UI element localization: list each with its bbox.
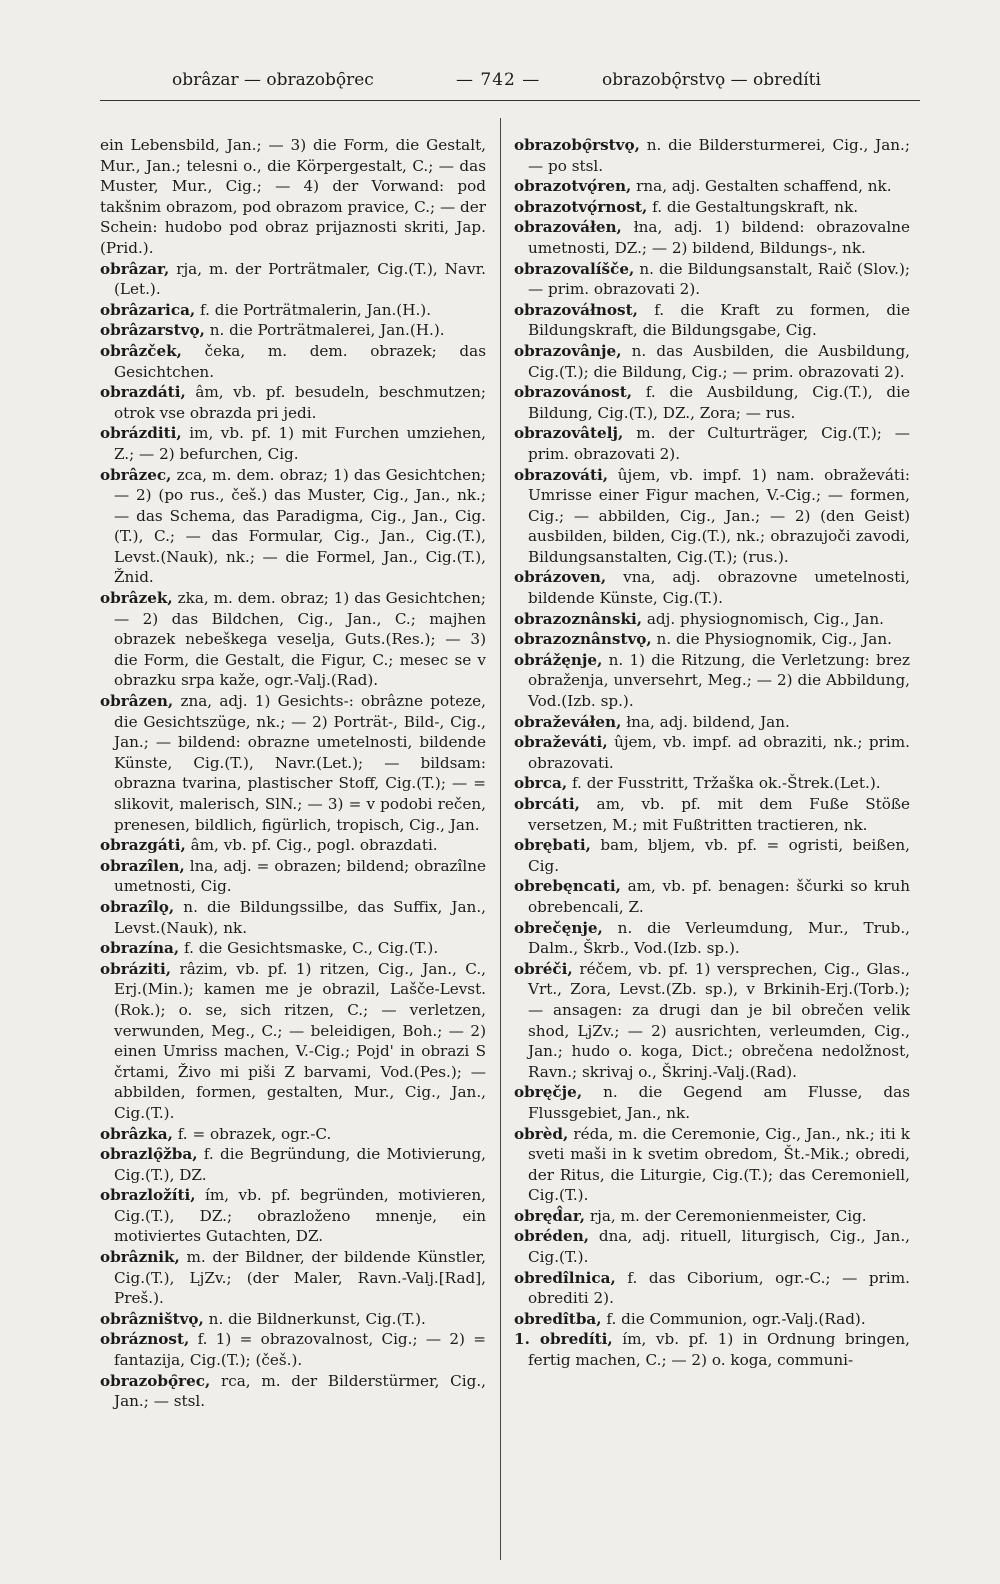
entry-headword: obrazoznânski, [514,609,643,628]
entry-headword: obrèd, [514,1124,569,1143]
entry-headword: obréden, [514,1227,590,1246]
entry-headword: obrazováti, [514,465,609,484]
dictionary-entry [514,876,910,917]
entry-definition: f. die Kraft zu formen, die Bildungskraft, die Bildungsgabe, Cig. [528,300,910,340]
entry-headword: obrazovánost, [514,383,633,402]
dictionary-entry [514,1226,910,1267]
dictionary-entry [514,1124,910,1206]
entry-headword: obrâzarica, [100,300,196,319]
entry-headword: obrazîlen, [100,856,185,875]
entry-definition: ím, vb. pf. 1) in Ordnung bringen, fertig machen, C.; — 2) o. koga, communi- [528,1330,911,1370]
dictionary-entry [100,1309,486,1330]
entry-headword: obrâzništvǫ, [100,1309,204,1328]
dictionary-entry [514,465,910,568]
entry-definition: rca, m. der Bilderstürmer, Cig., Jan.; — stsl. [114,1371,487,1411]
right-column [514,135,910,1371]
entry-definition: m. der Bildner, der bildende Künstler, Cig.(T.), LjZv.; (der Maler, Ravn.-Valj.[Rad], Preš.). [114,1248,486,1308]
entry-headword: obrazobǫ̑rstvǫ, [514,136,640,154]
entry-headword: obrâzar, [100,259,170,278]
dictionary-entry [100,423,486,464]
entry-headword: obredîtba, [514,1309,602,1328]
entry-headword: obrečęnje, [514,918,603,937]
entry-definition: f. das Ciborium, ogr.-C.; — prim. obrediti 2). [528,1268,910,1308]
entry-definition: f. die Porträtmalerin, Jan.(H.). [200,300,432,319]
dictionary-entry [514,712,910,733]
dictionary-entry [100,320,486,341]
dictionary-entry [514,176,910,197]
entry-headword: obrazotvǫ́ren, [514,177,632,196]
entry-definition: im, vb. pf. 1) mit Furchen umziehen, Z.; — 2) befurchen, Cig. [114,424,486,463]
dictionary-entry [100,382,486,423]
entry-definition: n. die Gegend am Flusse, das Flussgebiet, Jan., nk. [528,1083,910,1122]
entry-headword: obrazotvǫ́rnost, [514,197,648,216]
dictionary-entry [100,465,486,589]
dictionary-entry [514,217,910,258]
dictionary-entry [514,341,910,382]
dictionary-entry [100,835,486,856]
page-number: — 742 — [456,70,541,90]
dictionary-entry [514,197,910,218]
entry-headword: obrazovânje, [514,341,622,360]
dictionary-entry [100,300,486,321]
entry-definition: n. das Ausbilden, die Ausbildung, Cig.(T.); die Bildung, Cig.; — prim. obrazovati 2). [528,341,911,381]
entry-headword: obrazložíti, [100,1186,196,1205]
dictionary-entry [514,382,910,423]
entry-headword: obrazovalíšče, [514,259,635,278]
entry-headword: obrâzek, [100,589,173,608]
entry-headword: obrazovâtelj, [514,424,624,443]
entry-definition: łna, adj. 1) bildend: obrazovalne umetnosti, DZ.; — 2) bildend, Bildungs-, nk. [528,218,910,257]
entry-definition: râzim, vb. pf. 1) ritzen, Cig., Jan., C., Erj.(Min.); kamen me je obrazil, Lašče-Levst.(Rok.); o. se, sich ritzen, C.; — verletzen, verwunden, Meg., C.; — beleidigen, Boh.; — 2) einen Umriss machen, V.-Cig.; Pojd' in obrazi S črtami, Živo mi piši Z barvami, Vod.(Pes.); — abbilden, formen, gestalten, Mur., Cig., Jan., Cig.(T.). [114,959,486,1122]
entry-definition: vna, adj. obrazovne umetelnosti, bildende Künste, Cig.(T.). [528,568,911,608]
entry-definition: réda, m. die Ceremonie, Cig., Jan., nk.; iti k sveti maši in k svetim obredom, Št.-Mik.; obredi, der Ritus, die Liturgie, Cig.(T.); das Ceremoniell, Cig.(T.). [528,1124,911,1205]
entry-headword: obrazováłen, [514,218,622,237]
entry-headword: obráziti, [100,959,172,978]
dictionary-entry [514,135,910,176]
dictionary-entry [514,918,910,959]
entry-definition: łna, adj. bildend, Jan. [626,712,790,731]
entry-definition: ein Lebensbild, Jan.; — 3) die Form, die Gestalt, Mur., Jan.; telesni o., die Körpergestalt, C.; — das Muster, Mur., Cig.; — 4) der Vorwand: pod takšnim obrazom, pod obrazom pravice, C.; — der Schein: hudobo pod obraz prijaznosti skriti, Jap.(Prid.). [100,136,486,257]
entry-definition: âm, vb. pf. Cig., pogl. obrazdati. [190,836,438,855]
column-divider [500,118,501,1560]
dictionary-entry [514,1206,910,1227]
entry-headword: obrâzka, [100,1124,173,1143]
entry-definition: f. = obrazek, ogr.-C. [177,1124,332,1143]
entry-definition: f. die Ausbildung, Cig.(T.), die Bildung, Cig.(T.), DZ., Zora; — rus. [528,383,910,422]
entry-definition: réčem, vb. pf. 1) versprechen, Cig., Glas., Vrt., Zora, Levst.(Zb. sp.), v Brkinih-Erj.(Torb.); — ansagen: za drugi dan je bil obrečen velik shod, LjZv.; — 2) ausrichten, verleumden, Cig., Jan.; hudo o. koga, Dict.; obrečena nedolžnost, Ravn.; skrivaj o., Škrinj.-Valj.(Rad). [528,959,911,1081]
dictionary-entry [100,959,486,1124]
entry-definition: n. die Physiognomik, Cig., Jan. [656,630,892,649]
entry-headword: obrazoznânstvǫ, [514,630,652,649]
dictionary-entry [514,650,910,712]
dictionary-entry [514,1268,910,1309]
dictionary-entry [514,1082,910,1123]
entry-headword: obraževáłen, [514,712,622,731]
dictionary-entry [514,773,910,794]
entry-definition: n. die Bildungssilbe, das Suffix, Jan., Levst.(Nauk), nk. [114,897,486,937]
entry-headword: obrca, [514,774,568,793]
dictionary-entry [514,567,910,608]
entry-definition: f. die Communion, ogr.-Valj.(Rad). [606,1309,866,1328]
dictionary-entry [100,1247,486,1309]
entry-headword: obrázoven, [514,568,607,587]
entry-headword: obrážęnje, [514,650,603,669]
entry-definition: âm, vb. pf. besudeln, beschmutzen; otrok vse obrazda pri jedi. [114,383,487,422]
dictionary-entry [514,629,910,650]
left-column [100,135,486,1412]
dictionary-entry [514,732,910,773]
dictionary-entry [100,691,486,835]
entry-definition: zna, adj. 1) Gesichts-: obrâzne poteze, die Gesichtszüge, nk.; — 2) Porträt-, Bild-, Cig., Jan.; — bildend: obrazne umetelnosti, bildende Künste, Cig.(T.), Navr.(Let.); — bildsam: obrazna tvarina, plastischer Stoff, Cig.(T.); — = slikovit, malerisch, SlN.; — 3) = v podobi rečen, prenesen, bildlich, figürlich, tropisch, Cig., Jan. [114,692,486,834]
dictionary-entry [100,588,486,691]
entry-definition: zka, m. dem. obraz; 1) das Gesichtchen; — 2) das Bildchen, Cig., Jan., C.; majhen obrazek nebeškega veselja, Guts.(Res.); — 3) die Form, die Gestalt, die Figur, C.; mesec se v obrazku srpa kaže, ogr.-Valj.(Rad). [114,589,487,690]
entry-definition: dna, adj. rituell, liturgisch, Cig., Jan., Cig.(T.). [528,1227,910,1267]
dictionary-entry [100,1124,486,1145]
dictionary-entry [514,1329,910,1370]
dictionary-entry [100,897,486,938]
entry-headword: obrazína, [100,939,180,958]
entry-headword: obrázditi, [100,424,182,443]
running-head [100,70,920,100]
dictionary-entry [514,300,910,341]
entry-headword: obraževáti, [514,733,608,752]
entry-headword: obrazováłnost, [514,300,638,319]
entry-headword: obręd̂ar, [514,1206,586,1225]
entry-definition: n. die Porträtmalerei, Jan.(H.). [209,321,445,340]
dictionary-entry [514,835,910,876]
dictionary-entry [514,794,910,835]
dictionary-entry [100,135,486,259]
entry-definition: ûjem, vb. impf. ad obraziti, nk.; prim. obrazovati. [528,733,910,772]
entry-headword: 1. obredíti, [514,1330,613,1349]
dictionary-entry [100,856,486,897]
entry-definition: n. 1) die Ritzung, die Verletzung: brez obraženja, unversehrt, Meg.; — 2) die Abbildung, Vod.(Izb. sp.). [528,650,910,711]
entry-definition: bam, bljem, vb. pf. = ogristi, beißen, Cig. [528,836,910,875]
dictionary-entry [100,1371,486,1412]
entry-definition: n. die Bildnerkunst, Cig.(T.). [208,1309,426,1328]
entry-definition: ím, vb. pf. begründen, motivieren, Cig.(T.), DZ.; obrazloženo mnenje, ein motiviertes Gutachten, DZ. [114,1186,486,1246]
entry-headword: obrâzen, [100,692,174,711]
entry-headword: obrazlǫ̑žba, [100,1145,198,1164]
dictionary-entry [100,1329,486,1370]
entry-definition: f. die Gestaltungskraft, nk. [652,197,859,216]
entry-headword: obrâzček, [100,341,182,360]
dictionary-entry [514,1309,910,1330]
entry-headword: obrâznik, [100,1248,180,1267]
entry-definition: lna, adj. = obrazen; bildend; obrazîlne umetnosti, Cig. [114,856,486,896]
entry-headword: obrcáti, [514,795,580,813]
header-left-range: obrâzar — obrazobǫ̑rec [172,70,374,90]
entry-headword: obrebęncati, [514,877,621,896]
entry-definition: n. die Bildersturmerei, Cig., Jan.; — po stsl. [528,136,911,175]
entry-headword: obráznost, [100,1330,190,1349]
entry-definition: f. die Gesichtsmaske, C., Cig.(T.). [183,939,439,958]
entry-definition: n. die Verleumdung, Mur., Trub., Dalm., Škrb., Vod.(Izb. sp.). [528,918,911,958]
dictionary-entry [100,259,486,300]
entry-definition: zca, m. dem. obraz; 1) das Gesichtchen; — 2) (po rus., češ.) das Muster, Cig., Jan., nk.; — das Schema, das Paradigma, Cig., Jan., Cig.(T.), C.; — das Formular, Cig., Jan., Cig.(T.), Levst.(Nauk), nk.; — die Formel, Jan., Cig.(T.), Žnid. [114,465,487,587]
entry-definition: čeka, m. dem. obrazek; das Gesichtchen. [114,341,486,381]
dictionary-entry [514,259,910,300]
header-rule [100,100,920,101]
dictionary-entry [514,423,910,464]
dictionary-entry [100,1185,486,1247]
entry-headword: obrazgáti, [100,836,186,855]
entry-definition: am, vb. pf. benagen: ščurki so kruh obrebencali, Z. [528,877,911,916]
entry-definition: rja, m. der Ceremonienmeister, Cig. [589,1206,867,1225]
dictionary-entry [100,1144,486,1185]
entry-definition: ûjem, vb. impf. 1) nam. obraževáti: Umrisse einer Figur machen, V.-Cig.; — formen, Cig.; — abbilden, Cig., Jan.; — 2) (den Geist) ausbilden, bilden, Cig.(T.), nk.; obrazujoči zavodi, Bildungsanstalten, Cig.(T.); (rus.). [528,465,910,566]
entry-headword: obredîlnica, [514,1268,616,1287]
entry-definition: am, vb. pf. mit dem Fuße Stöße versetzen, M.; mit Fußtritten tractieren, nk. [528,795,911,834]
entry-definition: m. der Culturträger, Cig.(T.); — prim. obrazovati 2). [528,424,910,463]
entry-headword: obrâzec, [100,465,172,484]
entry-definition: n. die Bildungsanstalt, Raič (Slov.); — prim. obrazovati 2). [528,259,910,299]
header-right-range: obrazobǫ̑rstvǫ — obredíti [602,70,821,90]
dictionary-entry [514,609,910,630]
entry-headword: obréči, [514,959,573,978]
entry-definition: f. die Begründung, die Motivierung, Cig.(T.), DZ. [114,1145,486,1184]
entry-definition: rja, m. der Porträtmaler, Cig.(T.), Navr.(Let.). [114,259,486,299]
entry-headword: obrazobǫ̑rec, [100,1371,211,1390]
entry-definition: adj. physiognomisch, Cig., Jan. [646,609,884,628]
entry-headword: obrazîlǫ, [100,897,175,916]
dictionary-entry [100,341,486,382]
dictionary-entry [514,959,910,1083]
entry-headword: obrâzarstvǫ, [100,321,205,340]
entry-headword: obrazdáti, [100,383,186,402]
entry-definition: rna, adj. Gestalten schaffend, nk. [636,177,892,196]
dictionary-entry [100,938,486,959]
entry-headword: obrębati, [514,836,591,855]
entry-definition: f. 1) = obrazovalnost, Cig.; — 2) = fantazija, Cig.(T.); (češ.). [114,1330,486,1370]
entry-headword: obręčje, [514,1083,583,1102]
entry-definition: f. der Fusstritt, Tržaška ok.-Štrek.(Let.). [571,774,881,793]
